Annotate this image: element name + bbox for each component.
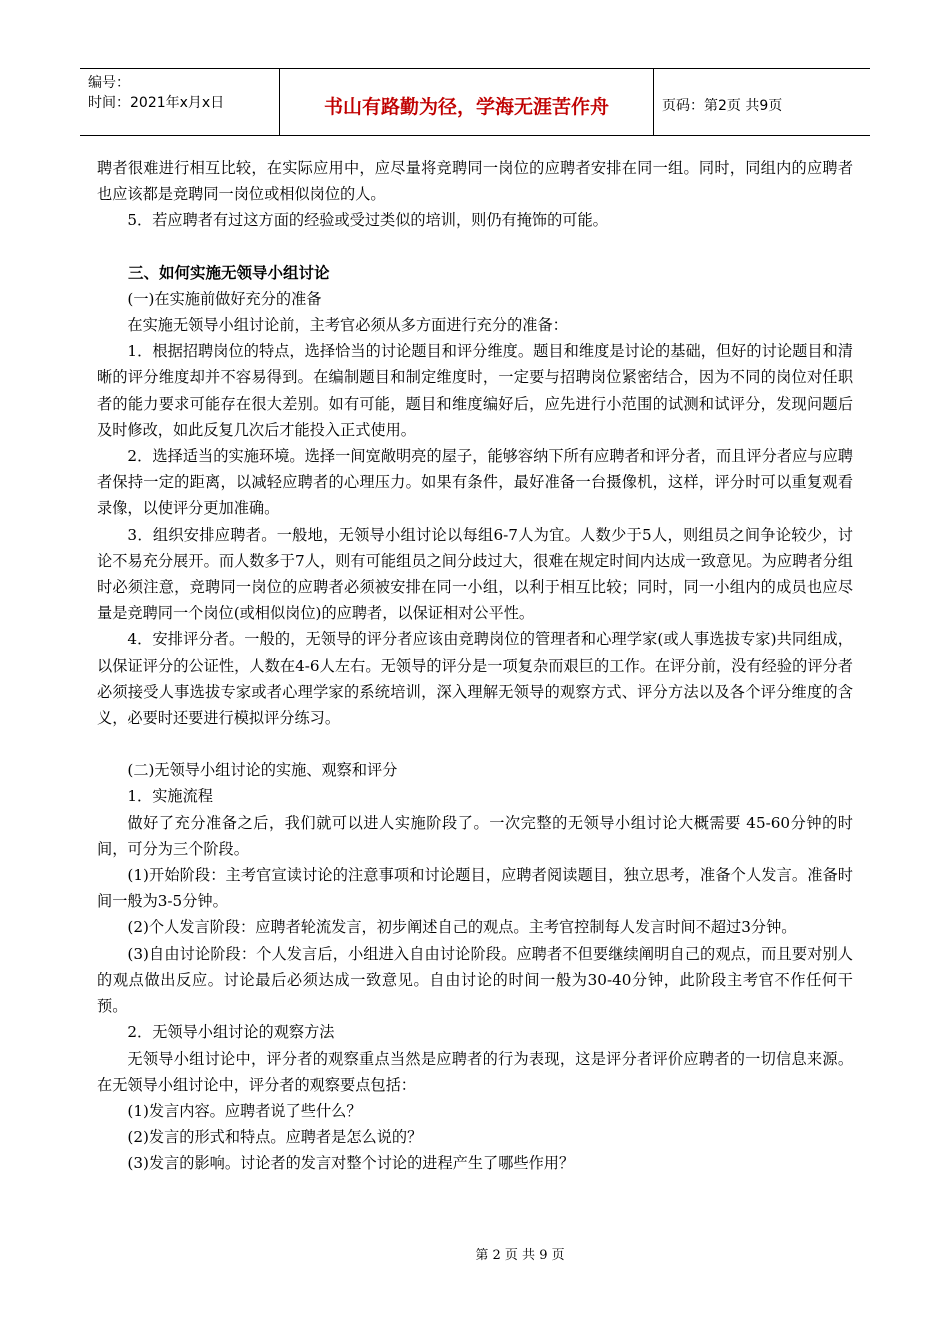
paragraph: (1)开始阶段：主考官宣读讨论的注意事项和讨论题目，应聘者阅读题目，独立思考，准备个人发言。准备时间一般为3-5分钟。 [97,866,853,911]
paragraph: 无领导小组讨论中，评分者的观察重点当然是应聘者的行为表现，这是评分者评价应聘者的一切信息来源。在无领导小组讨论中，评分者的观察要点包括： [97,1049,853,1094]
list-item: (3)发言的影响。讨论者的发言对整个讨论的进程产生了哪些作用？ [127,1154,575,1173]
paragraph: 2．选择适当的实施环境。选择一间宽敞明亮的屋子，能够容纳下所有应聘者和评分者，而且评分者应与应聘者保持一定的距离，以减轻应聘者的心理压力。如果有条件，最好准备一台摄像机，这样，评分时可以重复观看录像，以使评分更加准确。 [97,447,853,518]
header-motto: 书山有路勤为径，学海无涯苦作舟 [280,69,654,135]
paragraph: 1．实施流程 [127,787,213,806]
date-label: 时间：2021年x月x日 [88,95,225,111]
serial-label: 编号： [88,75,130,91]
paragraph: 1．根据招聘岗位的特点，选择恰当的讨论题目和评分维度。题目和维度是讨论的基础，但好的讨论题目和清晰的评分维度却并不容易得到。在编制题目和制定维度时，一定要与招聘岗位紧密结合，因为不同的岗位对任职者的能力要求可能存在很大差别。如有可能，题目和维度编好后，应先进行小范围的试测和试评分，发现问题后及时修改，如此反复几次后才能投入正式使用。 [97,342,853,439]
paragraph: 3．组织安排应聘者。一般地，无领导小组讨论以每组6-7人为宜。人数少于5人，则组员之间争论较少，讨论不易充分展开。而人数多于7人，则有可能组员之间分歧过大，很难在规定时间内达成一致意见。为应聘者分组时必须注意，竞聘同一岗位的应聘者必须被安排在同一小组，以利于相互比较；同时，同一小组内的成员也应尽量是竞聘同一个岗位(或相似岗位)的应聘者，以保证相对公平性。 [97,525,853,623]
list-item: (1)发言内容。应聘者说了些什么？ [127,1101,362,1120]
subsection-heading: (二)无领导小组讨论的实施、观察和评分 [127,761,398,780]
header-table [80,68,870,136]
page-footer: 第 2 页 共 9 页 [475,1248,565,1263]
paragraph: 4．安排评分者。一般的，无领导的评分者应该由竞聘岗位的管理者和心理学家(或人事选拔专家)共同组成，以保证评分的公证性，人数在4-6人左右。无领导的评分是一项复杂而艰巨的工作。在评分前，没有经验的评分者必须接受人事选拔专家或者心理学家的系统培训，深入理解无领导的观察方式、评分方法以及各个评分维度的含义，必要时还要进行模拟评分练习。 [97,630,853,728]
paragraph: 5．若应聘者有过这方面的经验或受过类似的培训，则仍有掩饰的可能。 [127,211,608,230]
paragraph: 聘者很难进行相互比较，在实际应用中，应尽量将竞聘同一岗位的应聘者安排在同一组。同时，同组内的应聘者也应该都是竞聘同一岗位或相似岗位的人。 [97,159,853,204]
subsection-heading: (一)在实施前做好充分的准备 [127,289,322,308]
paragraph: 在实施无领导小组讨论前，主考官必须从多方面进行充分的准备： [127,316,568,335]
paragraph: (3)自由讨论阶段：个人发言后，小组进入自由讨论阶段。应聘者不但要继续阐明自己的观点，而且要对别人的观点做出反应。讨论最后必须达成一致意见。自由讨论的时间一般为30-40分钟，此阶段主考官不作任何干预。 [97,944,853,1016]
header-page-info: 页码：第2页 共9页 [662,98,783,114]
paragraph: (2)个人发言阶段：应聘者轮流发言，初步阐述自己的观点。主考官控制每人发言时间不超过3分钟。 [127,918,797,937]
header-left-cell [80,69,280,135]
paragraph: 2．无领导小组讨论的观察方法 [127,1023,335,1042]
list-item: (2)发言的形式和特点。应聘者是怎么说的？ [127,1128,423,1147]
paragraph: 做好了充分准备之后，我们就可以进人实施阶段了。一次完整的无领导小组讨论大概需要 45-60分钟的时间，可分为三个阶段。 [97,813,853,858]
document-body [97,155,853,1177]
section-heading: 三、如何实施无领导小组讨论 [128,263,330,282]
